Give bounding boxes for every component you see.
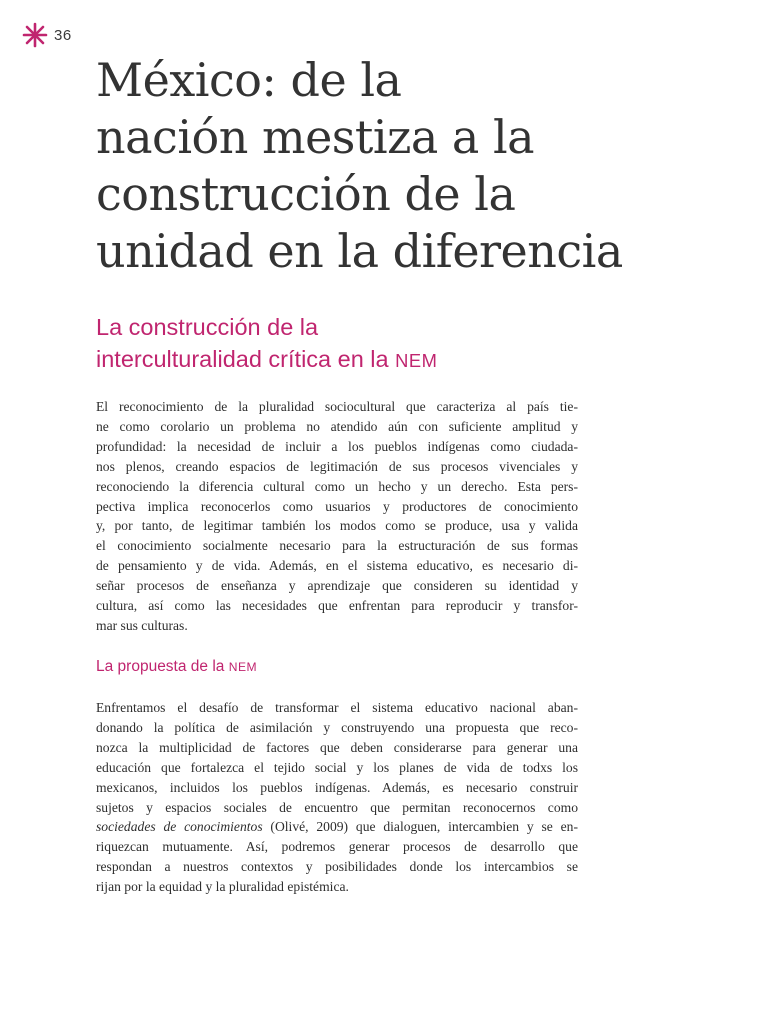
- paragraph-line: señar procesos de enseñanza y aprendizaje que consideren su identidad y: [96, 578, 578, 594]
- paragraph-line: rijan por la equidad y la pluralidad epistémica.: [96, 879, 349, 895]
- paragraph-line: nos plenos, creando espacios de legitimación de sus procesos vivenciales y: [96, 458, 578, 474]
- acronym-nem: NEM: [228, 660, 258, 674]
- subsection-title: [96, 657, 257, 677]
- paragraph-line: educación que fortalezca el tejido social y los planes de vida de todxs los: [96, 759, 578, 775]
- body-paragraph: [96, 397, 578, 636]
- paragraph-line: mar sus culturas.: [96, 617, 188, 633]
- chapter-title-line: construcción de la: [96, 167, 516, 221]
- paragraph-line: riquezcan mutuamente. Así, podremos generar procesos de desarrollo que: [96, 839, 578, 855]
- body-paragraph: [96, 698, 578, 897]
- chapter-title: [96, 52, 736, 280]
- paragraph-line: sujetos y espacios sociales de encuentro que permitan reconocernos como: [96, 799, 578, 815]
- paragraph-line: Enfrentamos el desafío de transformar el sistema educativo nacional aban-: [96, 700, 578, 715]
- italic-term: sociedades de conocimientos: [96, 819, 263, 835]
- page-number: 36: [54, 26, 72, 44]
- section-title: [96, 311, 656, 377]
- paragraph-line: ne como corolario un problema no atendido aún con suficiente amplitud y: [96, 418, 578, 434]
- paragraph-line: El reconocimiento de la pluralidad sociocultural que caracteriza al país tie-: [96, 399, 578, 414]
- page-header: [22, 22, 72, 48]
- chapter-title-line: unidad en la diferencia: [96, 224, 623, 278]
- paragraph-line: [96, 817, 578, 837]
- paragraph-line: y, por tanto, de legitimar también los modos como se produce, usa y valida: [96, 518, 578, 534]
- acronym-nem: NEM: [395, 350, 438, 371]
- section-title-line: La construcción de la: [96, 314, 319, 340]
- chapter-title-line: nación mestiza a la: [96, 110, 535, 164]
- chapter-title-line: México: de la: [96, 53, 402, 107]
- paragraph-line: donando la política de asimilación y construyendo una propuesta que reco-: [96, 719, 578, 735]
- paragraph-line: reconociendo la diferencia cultural como un hecho y un derecho. Esta pers-: [96, 478, 578, 494]
- subsection-title-text: La propuesta de la: [96, 658, 229, 675]
- paragraph-line: profundidad: la necesidad de incluir a los pueblos indígenas como ciudada-: [96, 438, 578, 454]
- paragraph-line: respondan a nuestros contextos y posibilidades donde los intercambios se: [96, 859, 578, 875]
- section-title-text: interculturalidad crítica en la: [96, 346, 396, 372]
- paragraph-line: el conocimiento socialmente necesario para la estructuración de sus formas: [96, 538, 578, 554]
- star-asterisk-icon: [22, 22, 48, 48]
- paragraph-line: pectiva implica reconocerlos como usuarios y productores de conocimiento: [96, 498, 578, 514]
- paragraph-line-rest: (Olivé, 2009) que dialoguen, intercambien y se en-: [262, 819, 579, 835]
- paragraph-line: mexicanos, incluidos los pueblos indígenas. Además, es necesario construir: [96, 779, 578, 795]
- section-title-line: [96, 343, 656, 377]
- paragraph-line: de pensamiento y de vida. Además, en el sistema educativo, es necesario di-: [96, 558, 578, 574]
- paragraph-line: cultura, así como las necesidades que enfrentan para reproducir y transfor-: [96, 598, 578, 614]
- paragraph-line: nozca la multiplicidad de factores que deben considerarse para generar una: [96, 739, 578, 755]
